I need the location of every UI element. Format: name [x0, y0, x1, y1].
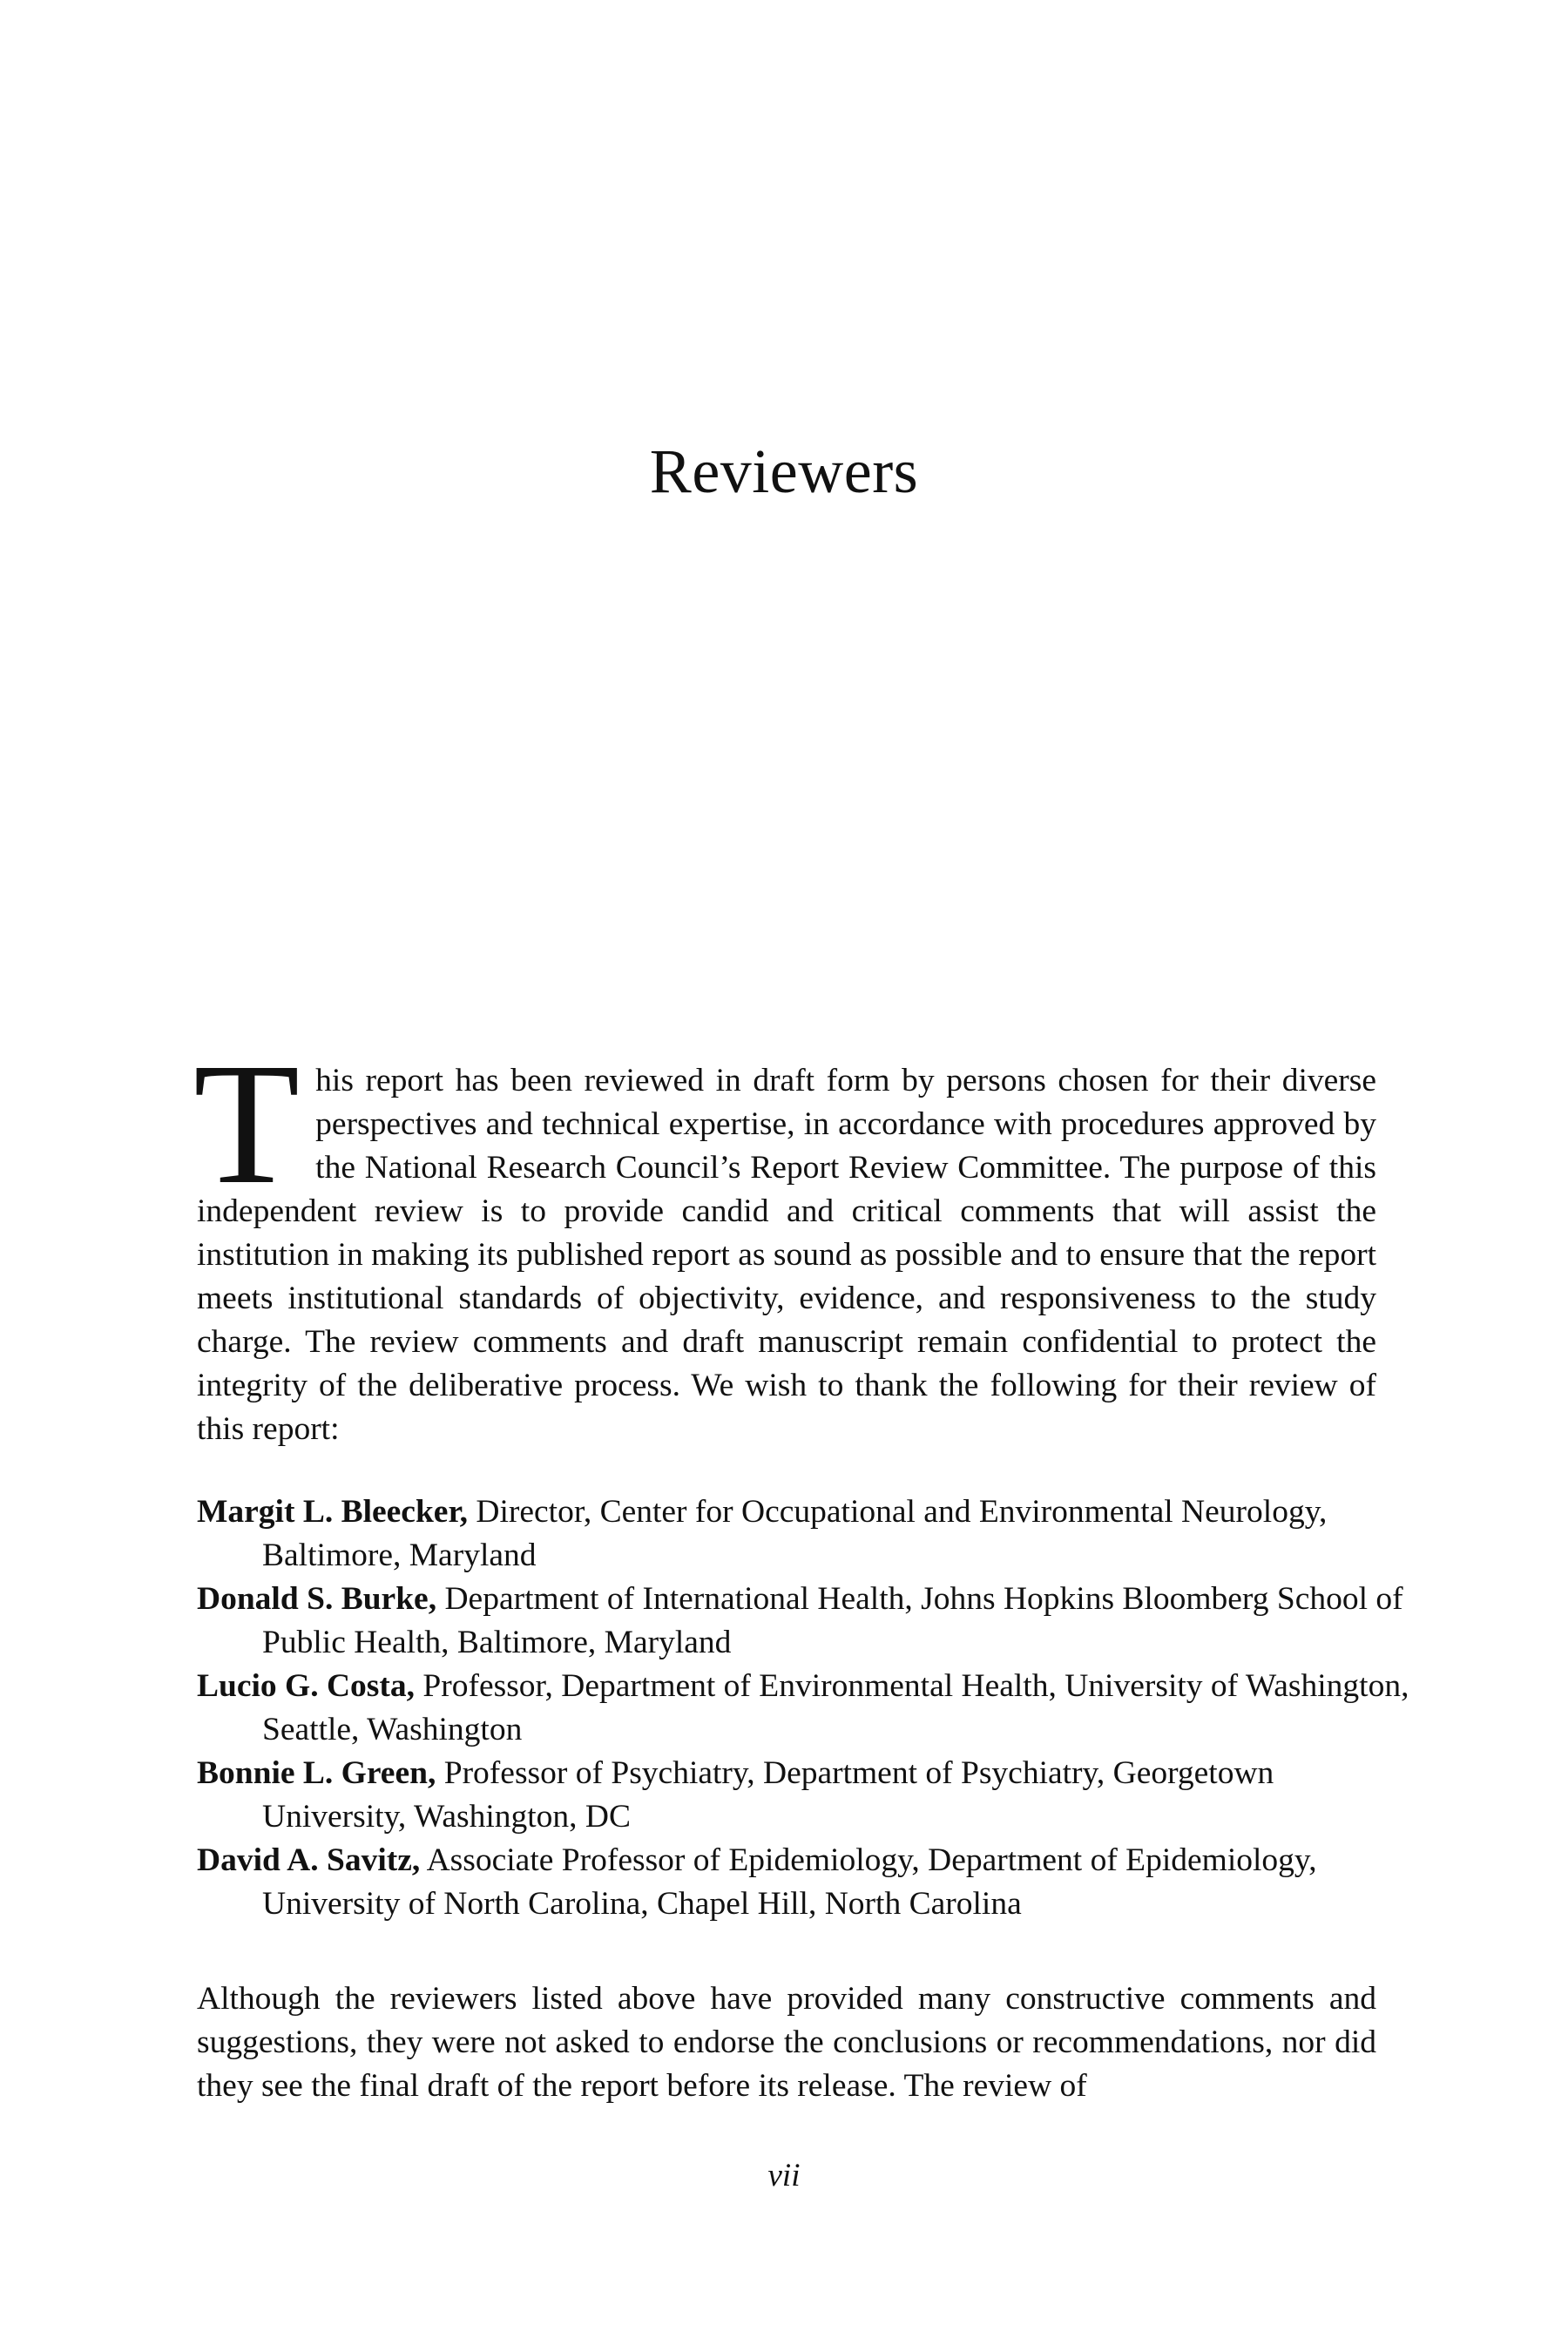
reviewer-name: David A. Savitz, [197, 1842, 421, 1878]
reviewer-affiliation: Associate Professor of Epidemiology, Department of Epidemiology, University of North Carolina, Chapel Hill, North Carolina [262, 1842, 1317, 1922]
list-item [197, 1752, 1416, 1839]
closing-paragraph: Although the reviewers listed above have provided many constructive comments and suggestions, they were not asked to endorse the conclusions or recommendations, nor did they see the final draft of the report before its release. The review of [197, 1981, 1376, 2104]
reviewer-affiliation: Department of International Health, Johns Hopkins Bloomberg School of Public Health, Baltimore, Maryland [262, 1581, 1403, 1660]
page-title: Reviewers [649, 436, 919, 506]
list-item [197, 1665, 1416, 1752]
page-number: vii [767, 2158, 801, 2193]
intro-text: his report has been reviewed in draft form by persons chosen for their diverse perspectives and technical expertise, in accordance with procedures approved by the National Research Council’s Report Review Committee. The purpose of this independent review is to provide candid and critical comments that will assist the institution in making its published report as sound as possible and to ensure that the report meets institutional standards of objectivity, evidence, and responsiveness to the study charge. The review comments and draft manuscript remain confidential to protect the integrity of the deliberative process. We wish to thank the following for their review of this report: [197, 1063, 1376, 1447]
reviewer-name: Margit L. Bleecker, [197, 1494, 469, 1530]
reviewer-affiliation: Professor, Department of Environmental Health, University of Washington, Seattle, Washington [262, 1668, 1409, 1747]
reviewer-name: Donald S. Burke, [197, 1581, 437, 1617]
reviewer-affiliation: Professor of Psychiatry, Department of Psychiatry, Georgetown University, Washington, DC [262, 1755, 1274, 1835]
reviewer-name: Lucio G. Costa, [197, 1668, 416, 1704]
list-item [197, 1578, 1416, 1665]
reviewer-list [197, 1490, 1416, 1926]
reviewer-affiliation: Director, Center for Occupational and Environmental Neurology, Baltimore, Maryland [262, 1494, 1328, 1573]
intro-paragraph [193, 1028, 1376, 1451]
list-item [197, 1839, 1416, 1926]
reviewer-name: Bonnie L. Green, [197, 1755, 436, 1791]
list-item [197, 1490, 1416, 1578]
drop-cap: T [193, 1028, 301, 1220]
